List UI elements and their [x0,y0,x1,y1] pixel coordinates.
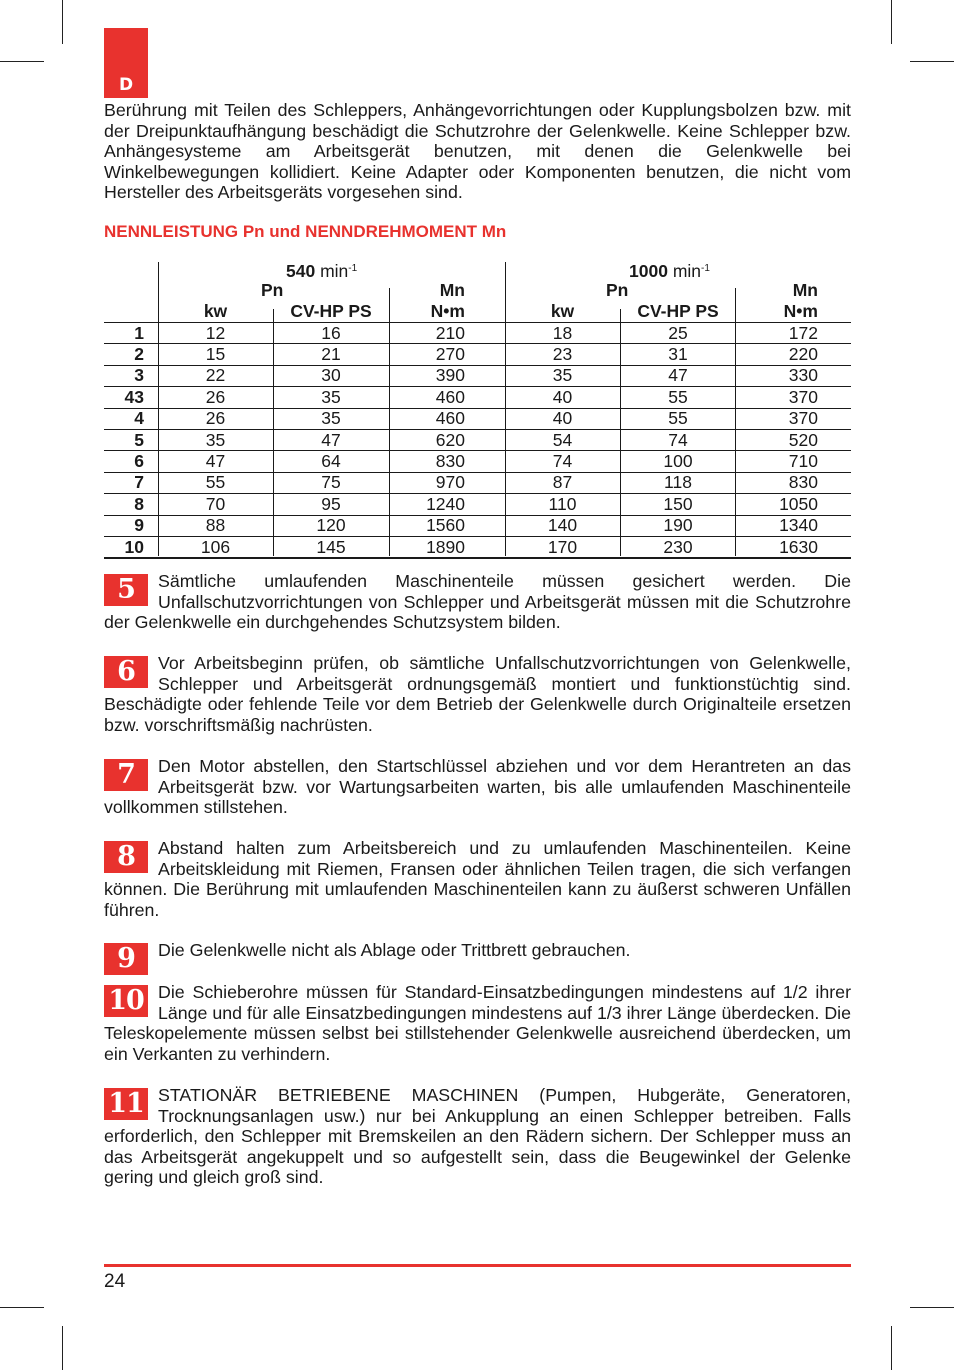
table-cell: 330 [788,365,818,386]
table-cell: 170 [547,536,578,557]
safety-item [104,940,851,975]
table-cell: 35 [205,429,226,450]
item-text: Den Motor abstellen, den Startschlüssel abziehen und vor dem Herantreten an das Arbeitsgerät bzw. vor Wartungsarbeiten warten, bis alle umlaufenden Maschinenteile vollkommen stillstehen. [104,756,851,818]
table-cell: 87 [552,472,573,493]
table-cell: 830 [435,450,465,471]
table-cell: 47 [205,450,226,471]
table-cell: 35 [321,408,341,429]
table-cell: 140 [547,515,578,536]
table-cell: 74 [668,429,688,450]
table-cell: 21 [321,343,341,364]
item-number-badge: 11 [104,1088,148,1120]
table-cell: 40 [552,408,573,429]
safety-item [104,1085,851,1188]
table-cell: 15 [205,343,226,364]
table-cell: 150 [663,493,693,514]
item-text: Die Schieberohre müssen für Standard-Einsatzbedingungen mindestens auf 1/2 ihrer Länge und für alle Einsatzbedingungen mindestens auf 1/3 ihrer Länge überdecken. Die Teleskopelemente müssen selbst bei stillstehender Gelenkwelle ausreichend überdecken, um ein Verkanten zu verhindern. [104,982,851,1064]
intro-paragraph: Berührung mit Teilen des Schleppers, Anhängevorrichtungen oder Kupplungsbolzen bzw. mit der Dreipunktaufhängung beschädigt die Schutzrohre der Gelenkwelle. Keine Schlepper bzw. Anhängesysteme am Arbeitsgerät benutzen, mit denen die Gelenkwelle bei Winkelbewegungen kollidiert. Keine Adapter oder Komponenten benutzen, die nicht vom Hersteller des Arbeitsgeräts vorgesehen sind. [104,100,851,203]
table-cell: 70 [205,493,226,514]
crop-mark [891,1326,892,1370]
table-cell: 1340 [779,515,818,536]
table-cell: 30 [321,365,341,386]
table-cell: 1240 [426,493,465,514]
table-cell: 190 [663,515,693,536]
table-cell: 270 [435,343,465,364]
safety-item [104,756,851,818]
table-cell: 47 [321,429,341,450]
item-number-badge: 10 [104,985,148,1017]
table-cell: 22 [205,365,226,386]
table-cell: 1560 [426,515,465,536]
table-cell: 31 [668,343,688,364]
table-cell: 370 [788,386,818,407]
item-text: Sämtliche umlaufenden Maschinenteile müssen gesichert werden. Die Unfallschutzvorrichtungen von Schlepper und Arbeitsgerät müssen mit die Schutzrohre der Gelenkwelle ein durchgehendes Schutzsystem bilden. [104,571,851,633]
rating-table [104,258,851,558]
crop-mark [910,61,954,62]
item-text: Abstand halten zum Arbeitsbereich und zu umlaufenden Maschinenteilen. Keine Arbeitskleidung mit Riemen, Fransen oder ähnlichen Teilen tragen, die sich verfangen können. Die Berührung mit umlaufenden Maschinenteilen kann zu äußerst schweren Unfällen führen. [104,838,851,920]
table-rule [104,557,851,559]
table-cell: 1890 [426,536,465,557]
table-cell: 390 [435,365,465,386]
table-cell: 12 [205,322,226,343]
table-cell: 18 [552,322,573,343]
table-cell: 118 [664,472,692,493]
pn-header: Pn [261,280,284,300]
row-label: 4 [134,408,144,429]
table-cell: 460 [435,386,465,407]
safety-item [104,653,851,735]
cv-header: CV-HP PS [637,301,719,321]
table-cell: 54 [552,429,573,450]
row-label: 3 [134,365,144,386]
table-cell: 40 [552,386,573,407]
row-label: 10 [124,536,144,557]
table-cell: 460 [435,408,465,429]
crop-mark [62,0,63,44]
crop-mark [62,1326,63,1370]
table-cell: 95 [321,493,341,514]
row-label: 1 [134,322,144,343]
nm-header: N•m [783,301,818,321]
safety-item [104,838,851,920]
table-cell: 74 [552,450,573,471]
item-number-badge: 6 [104,656,148,688]
item-text: Die Gelenkwelle nicht als Ablage oder Trittbrett gebrauchen. [158,940,631,960]
table-cell: 55 [668,386,688,407]
kw-header: kw [203,301,228,321]
page-number: 24 [104,1271,126,1292]
kw-header: kw [550,301,575,321]
table-cell: 26 [205,386,226,407]
table-cell: 830 [788,472,818,493]
section-tab: D [104,28,148,98]
speed-1000-header: 1000 $\min^{-1}$ [629,261,710,281]
mn-header: Mn [792,280,818,300]
item-number-badge: 9 [104,943,148,975]
footer-rule [104,1264,851,1267]
table-cell: 35 [321,386,341,407]
table-cell: 55 [205,472,226,493]
table-cell: 210 [435,322,465,343]
table-cell: 106 [200,536,231,557]
pn-header: Pn [606,280,629,300]
safety-item [104,982,851,1064]
table-cell: 710 [788,450,818,471]
table-cell: 110 [548,493,577,514]
table-cell: 64 [321,450,341,471]
crop-mark [0,61,44,62]
table-cell: 220 [788,343,818,364]
row-label: 5 [134,429,144,450]
row-label: 43 [124,386,144,407]
row-label: 2 [134,343,144,364]
table-cell: 230 [663,536,693,557]
item-number-badge: 8 [104,841,148,873]
crop-mark [910,1307,954,1308]
item-text: Vor Arbeitsbeginn prüfen, ob sämtliche Unfallschutzvorrichtungen von Gelenkwelle, Schlepper und Arbeitsgerät ordnungsgemäß montiert und funktionstüchtig sind. Beschädigte oder fehlende Teile vor dem Betrieb der Gelenkwelle durch Originalteile ersetzen bzw. vorschriftsmäßig nachrüsten. [104,653,851,735]
table-cell: 23 [552,343,573,364]
item-number-badge: 5 [104,574,148,606]
table-cell: 1050 [779,493,818,514]
item-number-badge: 7 [104,759,148,791]
table-cell: 970 [435,472,465,493]
table-cell: 88 [205,515,226,536]
speed-540-header: 540 $\min^{-1}$ [286,261,358,281]
table-cell: 35 [552,365,573,386]
mn-header: Mn [439,280,465,300]
table-heading: NENNLEISTUNG Pn und NENNDREHMOMENT Mn [104,222,507,241]
table-cell: 75 [321,472,341,493]
nm-header: N•m [430,301,465,321]
table-cell: 25 [668,322,688,343]
safety-item [104,571,851,633]
table-cell: 172 [788,322,818,343]
cv-header: CV-HP PS [290,301,372,321]
row-label: 9 [134,515,144,536]
table-cell: 145 [316,536,346,557]
table-cell: 26 [205,408,226,429]
table-cell: 55 [668,408,688,429]
item-text: STATIONÄR BETRIEBENE MASCHINEN (Pumpen, Hubgeräte, Generatoren, Trocknungsanlagen usw.) nur bei Ankupplung an einen Schlepper betreiben. Falls erforderlich, den Schlepper mit Bremskeilen an den Rädern sichern. Der Schlepper muss an das Arbeitsgerät angekuppelt und so aufgestellt sein, dass die Beugewinkel der Gelenke gering und gleich groß sind. [104,1085,851,1188]
table-cell: 370 [788,408,818,429]
table-cell: 520 [788,429,818,450]
table-cell: 16 [321,322,341,343]
table-cell: 100 [663,450,693,471]
row-label: 8 [134,493,144,514]
table-cell: 620 [435,429,465,450]
row-label: 6 [134,450,144,471]
row-label: 7 [134,472,144,493]
table-cell: 120 [316,515,346,536]
table-cell: 47 [668,365,688,386]
table-cell: 1630 [779,536,818,557]
crop-mark [0,1307,44,1308]
crop-mark [891,0,892,44]
